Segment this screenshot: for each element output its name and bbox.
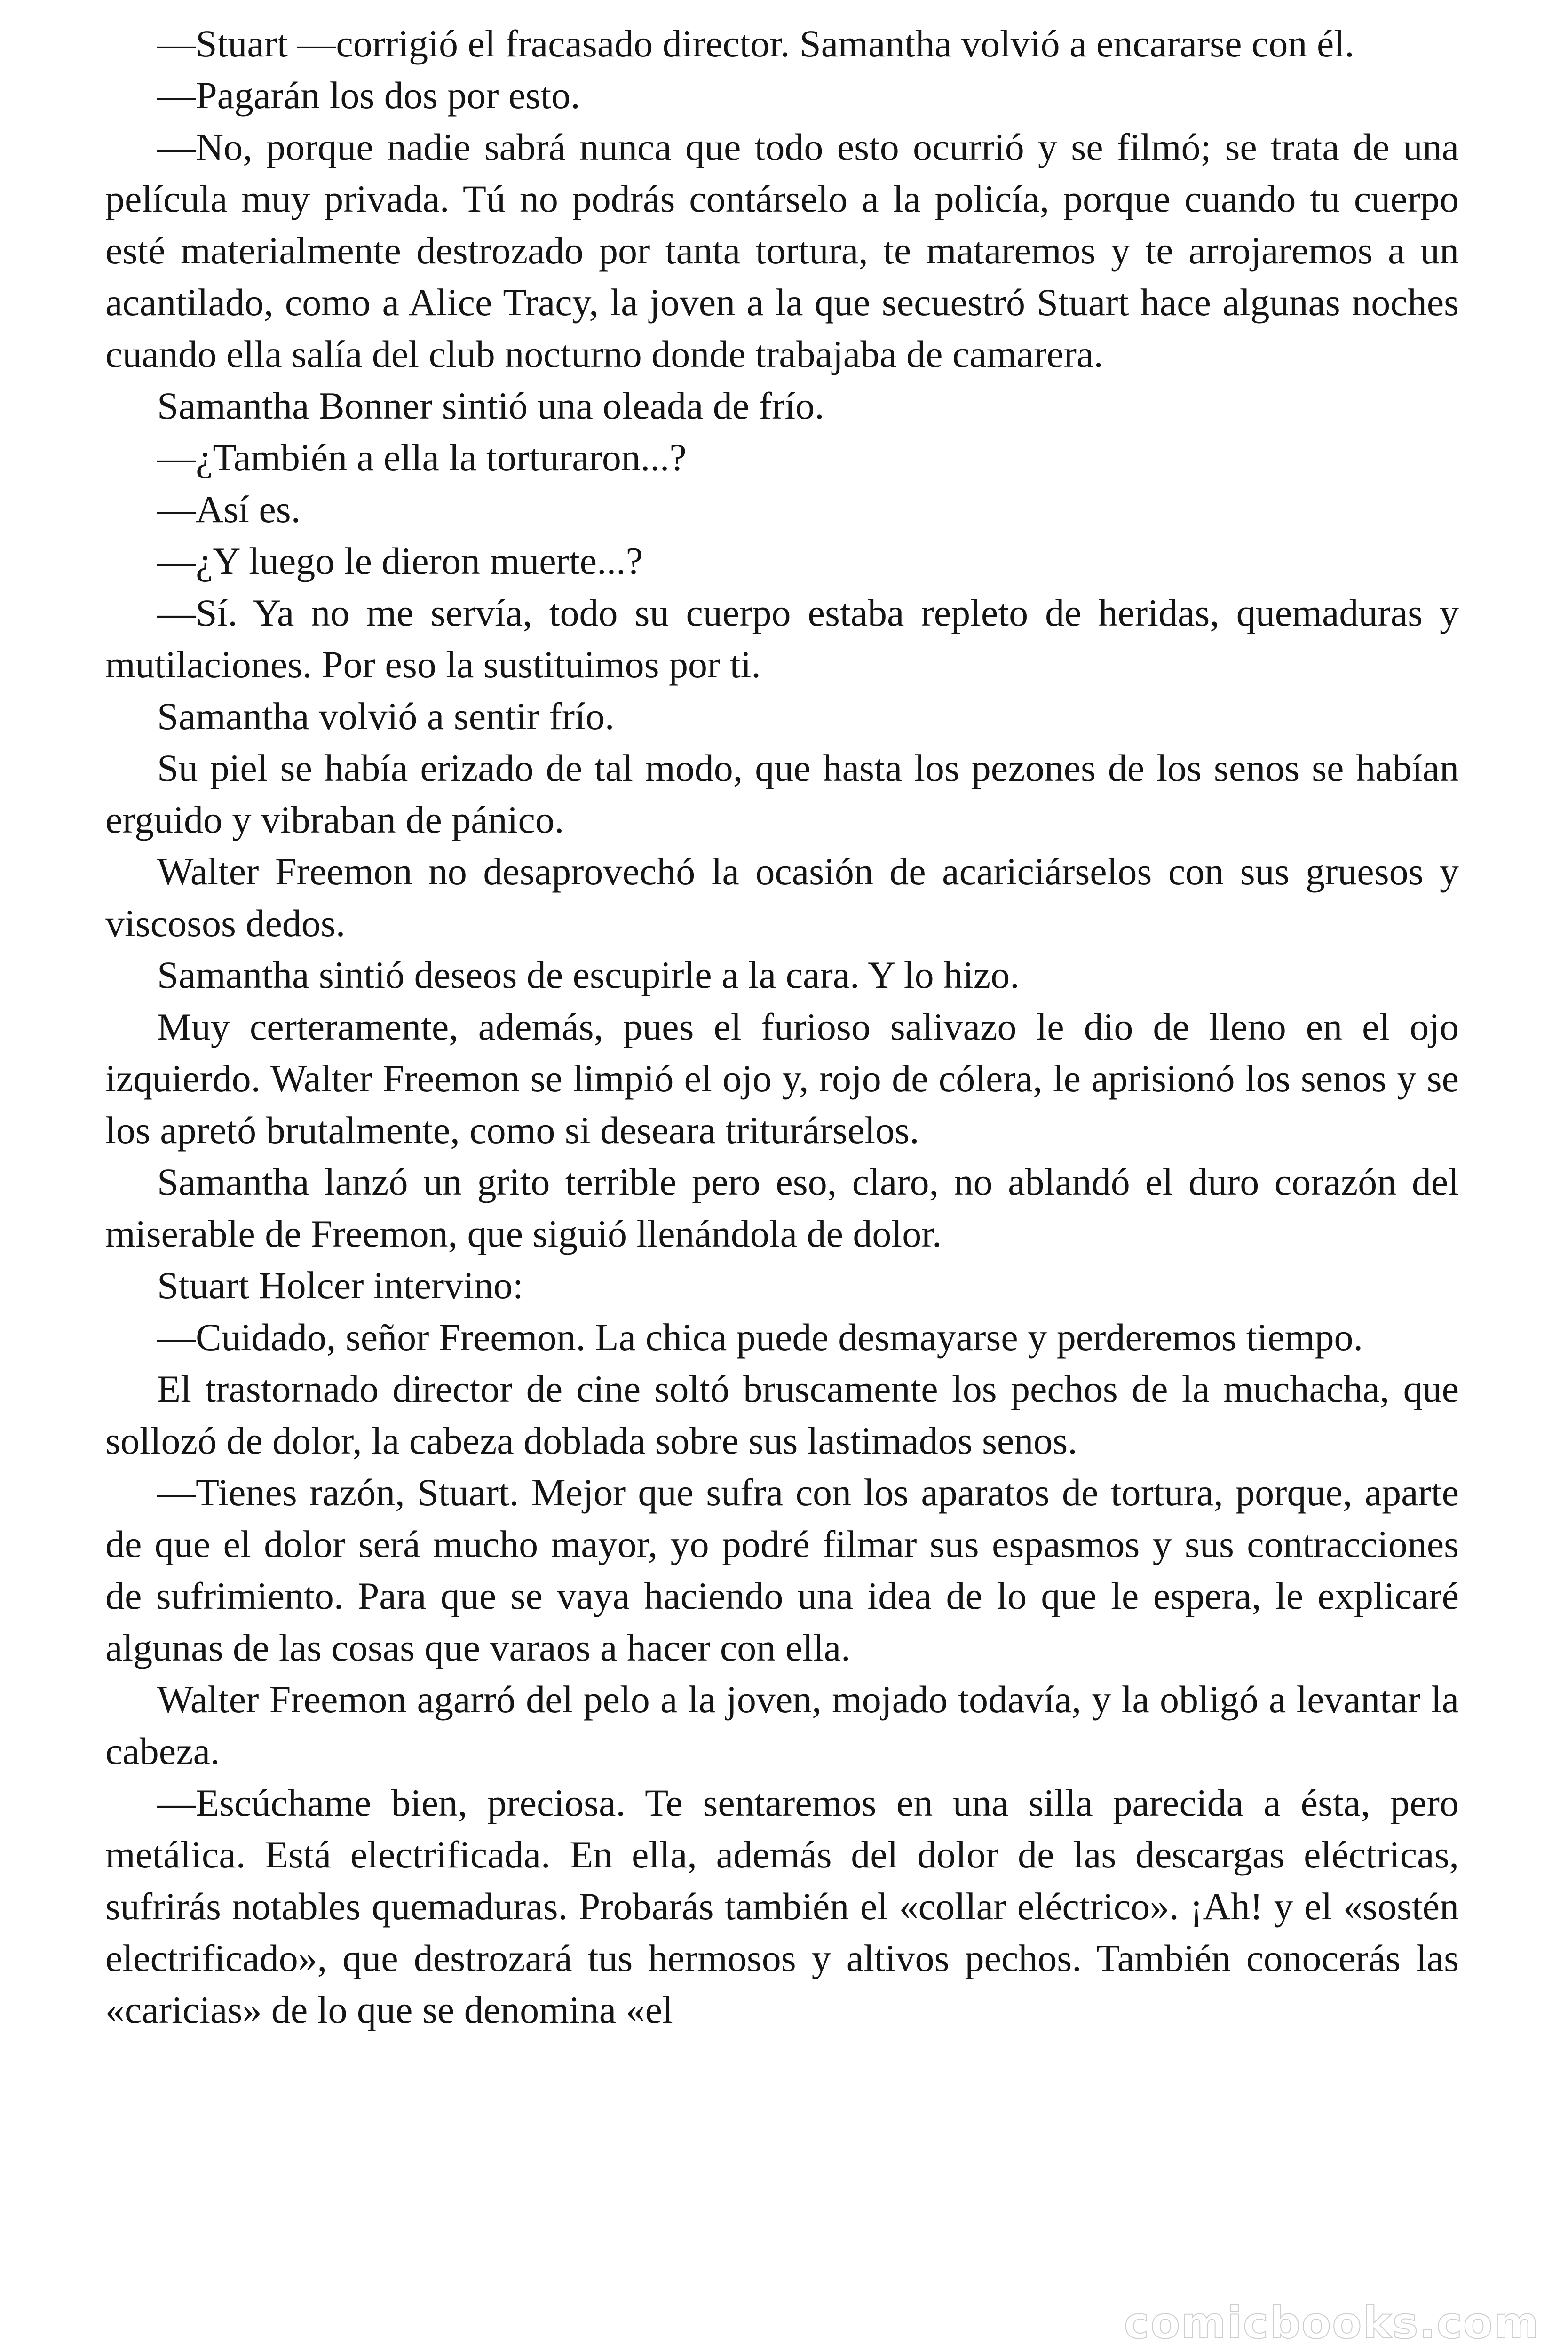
paragraph: —¿También a ella la torturaron...? xyxy=(157,436,687,479)
paragraph: —Tienes razón, Stuart. Mejor que sufra con los aparatos de tortura, porque, aparte de que el dolor será mucho mayor, yo podré filmar sus espasmos y sus contracciones de sufrimiento. Para que se vaya haciendo una idea de lo que le espera, le explicaré algunas de las cosas que varaos a hacer con ella. xyxy=(105,1471,1459,1669)
paragraph: Walter Freemon agarró del pelo a la joven, mojado todavía, y la obligó a levantar la cabeza. xyxy=(105,1678,1459,1772)
paragraph: Stuart Holcer intervino: xyxy=(157,1264,523,1307)
paragraph: Su piel se había erizado de tal modo, que hasta los pezones de los senos se habían erguido y vibraban de pánico. xyxy=(105,747,1459,841)
paragraph: —¿Y luego le dieron muerte...? xyxy=(157,540,643,582)
page-text xyxy=(105,18,1459,2036)
paragraph: —No, porque nadie sabrá nunca que todo esto ocurrió y se filmó; se trata de una película muy privada. Tú no podrás contárselo a la policía, porque cuando tu cuerpo esté materialmente destrozado por tanta tortura, te mataremos y te arrojaremos a un acantilado, como a Alice Tracy, la joven a la que secuestró Stuart hace algunas noches cuando ella salía del club nocturno donde trabajaba de camarera. xyxy=(105,126,1459,375)
paragraph: —Así es. xyxy=(157,488,301,531)
paragraph: Samantha volvió a sentir frío. xyxy=(157,695,615,738)
paragraph: Samantha sintió deseos de escupirle a la cara. Y lo hizo. xyxy=(157,954,1020,996)
paragraph: Walter Freemon no desaprovechó la ocasión de acariciárselos con sus gruesos y viscosos dedos. xyxy=(105,850,1459,945)
paragraph: Muy certeramente, además, pues el furioso salivazo le dio de lleno en el ojo izquierdo. Walter Freemon se limpió el ojo y, rojo de cólera, le aprisionó los senos y se los apretó brutalmente, como si deseara triturárselos. xyxy=(105,1005,1459,1152)
paragraph: Samantha Bonner sintió una oleada de frío. xyxy=(157,384,824,427)
paragraph: El trastornado director de cine soltó bruscamente los pechos de la muchacha, que sollozó de dolor, la cabeza doblada sobre sus lastimados senos. xyxy=(105,1367,1459,1462)
paragraph: —Pagarán los dos por esto. xyxy=(157,74,580,117)
paragraph: —Escúchame bien, preciosa. Te sentaremos en una silla parecida a ésta, pero metálica. Está electrificada. En ella, además del dolor de las descargas eléctricas, sufrirás notables quemaduras. Probarás también el «collar eléctrico». ¡Ah! y el «sostén electrificado», que destrozará tus hermosos y altivos pechos. También conocerás las «caricias» de lo que se denomina «el xyxy=(105,1781,1459,2031)
paragraph: —Cuidado, señor Freemon. La chica puede desmayarse y perderemos tiempo. xyxy=(157,1316,1363,1359)
paragraph: Samantha lanzó un grito terrible pero eso, claro, no ablandó el duro corazón del miserable de Freemon, que siguió llenándola de dolor. xyxy=(105,1160,1459,1255)
watermark: comicbooks.com xyxy=(1124,2298,1540,2348)
paragraph: —Sí. Ya no me servía, todo su cuerpo estaba repleto de heridas, quemaduras y mutilaciones. Por eso la sustituimos por ti. xyxy=(105,591,1459,686)
paragraph: —Stuart —corrigió el fracasado director. Samantha volvió a encararse con él. xyxy=(157,22,1354,65)
